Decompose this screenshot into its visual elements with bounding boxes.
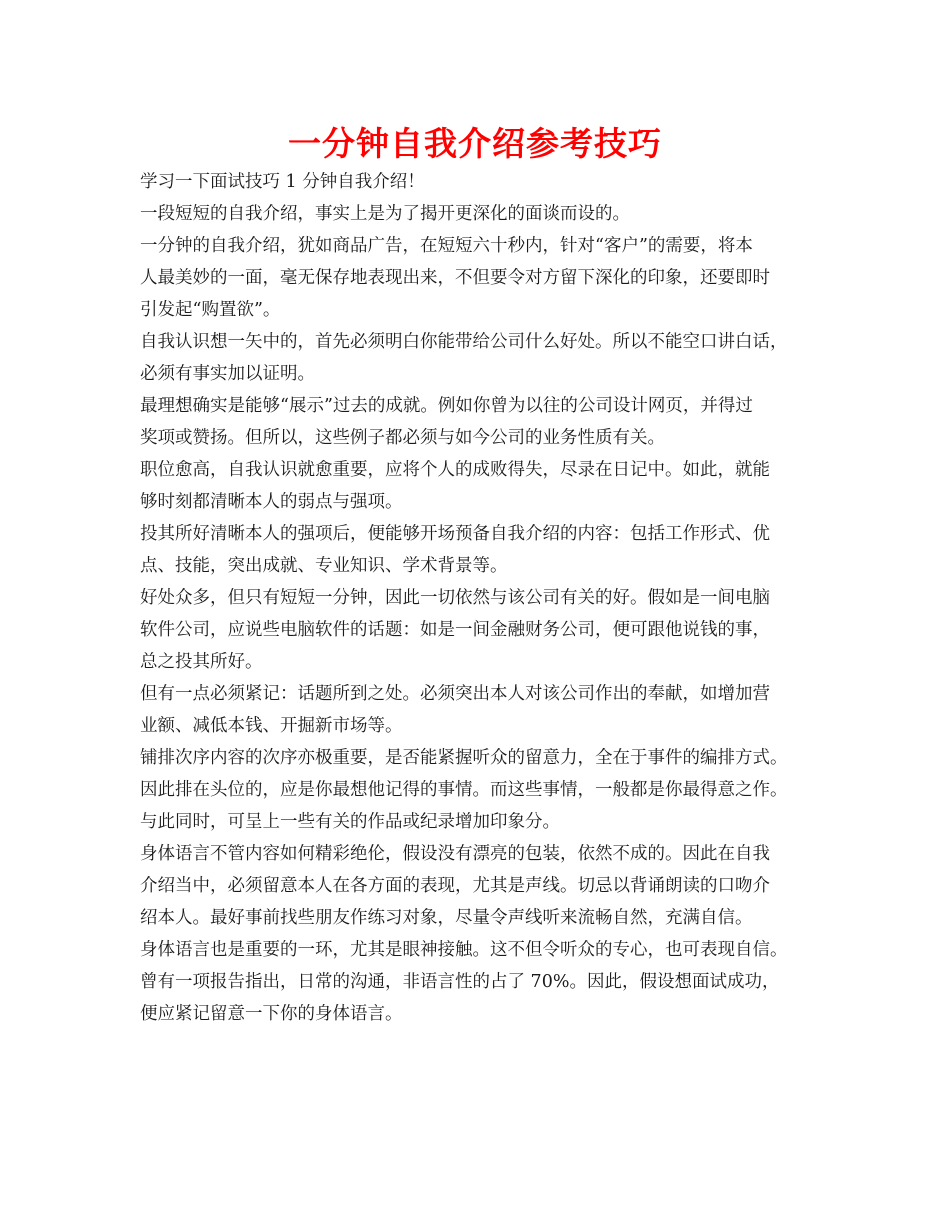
paragraph: [140, 168, 830, 200]
paragraph: [140, 840, 830, 936]
text-line: 总之投其所好。: [140, 652, 263, 672]
text-line: 好处众多，但只有短短一分钟，因此一切依然与该公司有关的好。假如是一间电脑: [140, 588, 770, 608]
text-line: 但有一点必须紧记：话题所到之处。必须突出本人对该公司作出的奉献，如增加营: [140, 684, 770, 704]
paragraph: [140, 456, 830, 520]
paragraph: [140, 200, 830, 232]
text-line: 最理想确实是能够“展示”过去的成就。例如你曾为以往的公司设计网页，并得过: [140, 396, 753, 416]
paragraph: [140, 520, 830, 584]
paragraph: [140, 328, 830, 392]
text-line: 一分钟的自我介绍，犹如商品广告，在短短六十秒内，针对“客户”的需要，将本: [140, 236, 753, 256]
text-line: 曾有一项报告指出，日常的沟通，非语言性的占了 70%。因此，假设想面试成功，: [140, 972, 780, 992]
text-line: 引发起“购置欲”。: [140, 300, 281, 320]
text-line: 人最美妙的一面，毫无保存地表现出来，不但要令对方留下深化的印象，还要即时: [140, 268, 770, 288]
text-line: 学习一下面试技巧 1 分钟自我介绍！: [140, 172, 425, 192]
text-line: 职位愈高，自我认识就愈重要，应将个人的成败得失，尽录在日记中。如此，就能: [140, 460, 770, 480]
paragraph: [140, 744, 830, 840]
text-line: 业额、减低本钱、开掘新市场等。: [140, 716, 403, 736]
paragraph: [140, 584, 830, 680]
paragraph: [140, 392, 830, 456]
text-line: 奖项或赞扬。但所以，这些例子都必须与如今公司的业务性质有关。: [140, 428, 665, 448]
text-line: 因此排在头位的，应是你最想他记得的事情。而这些事情，一般都是你最得意之作。: [140, 780, 788, 800]
text-line: 必须有事实加以证明。: [140, 364, 315, 384]
paragraph: [140, 936, 830, 1032]
text-line: 投其所好清晰本人的强项后，便能够开场预备自我介绍的内容：包括工作形式、优: [140, 524, 770, 544]
text-line: 与此同时，可呈上一些有关的作品或纪录增加印象分。: [140, 812, 560, 832]
text-line: 自我认识想一矢中的，首先必须明白你能带给公司什么好处。所以不能空口讲白话，: [140, 332, 788, 352]
paragraph: [140, 680, 830, 744]
text-line: 够时刻都清晰本人的弱点与强项。: [140, 492, 403, 512]
text-line: 介绍当中，必须留意本人在各方面的表现，尤其是声线。切忌以背诵朗读的口吻介: [140, 876, 770, 896]
text-line: 身体语言也是重要的一环，尤其是眼神接触。这不但令听众的专心，也可表现自信。: [140, 940, 788, 960]
text-line: 铺排次序内容的次序亦极重要，是否能紧握听众的留意力，全在于事件的编排方式。: [140, 748, 788, 768]
text-line: 一段短短的自我介绍，事实上是为了揭开更深化的面谈而设的。: [140, 204, 630, 224]
text-line: 便应紧记留意一下你的身体语言。: [140, 1004, 403, 1024]
text-line: 身体语言不管内容如何精彩绝伦，假设没有漂亮的包装，依然不成的。因此在自我: [140, 844, 770, 864]
paragraph: [140, 232, 830, 328]
text-line: 软件公司，应说些电脑软件的话题：如是一间金融财务公司，便可跟他说钱的事，: [140, 620, 770, 640]
text-line: 点、技能，突出成就、专业知识、学术背景等。: [140, 556, 508, 576]
document-body: [140, 168, 830, 1032]
document-title: 一分钟自我介绍参考技巧: [288, 124, 662, 163]
text-line: 绍本人。最好事前找些朋友作练习对象，尽量令声线听来流畅自然，充满自信。: [140, 908, 753, 928]
